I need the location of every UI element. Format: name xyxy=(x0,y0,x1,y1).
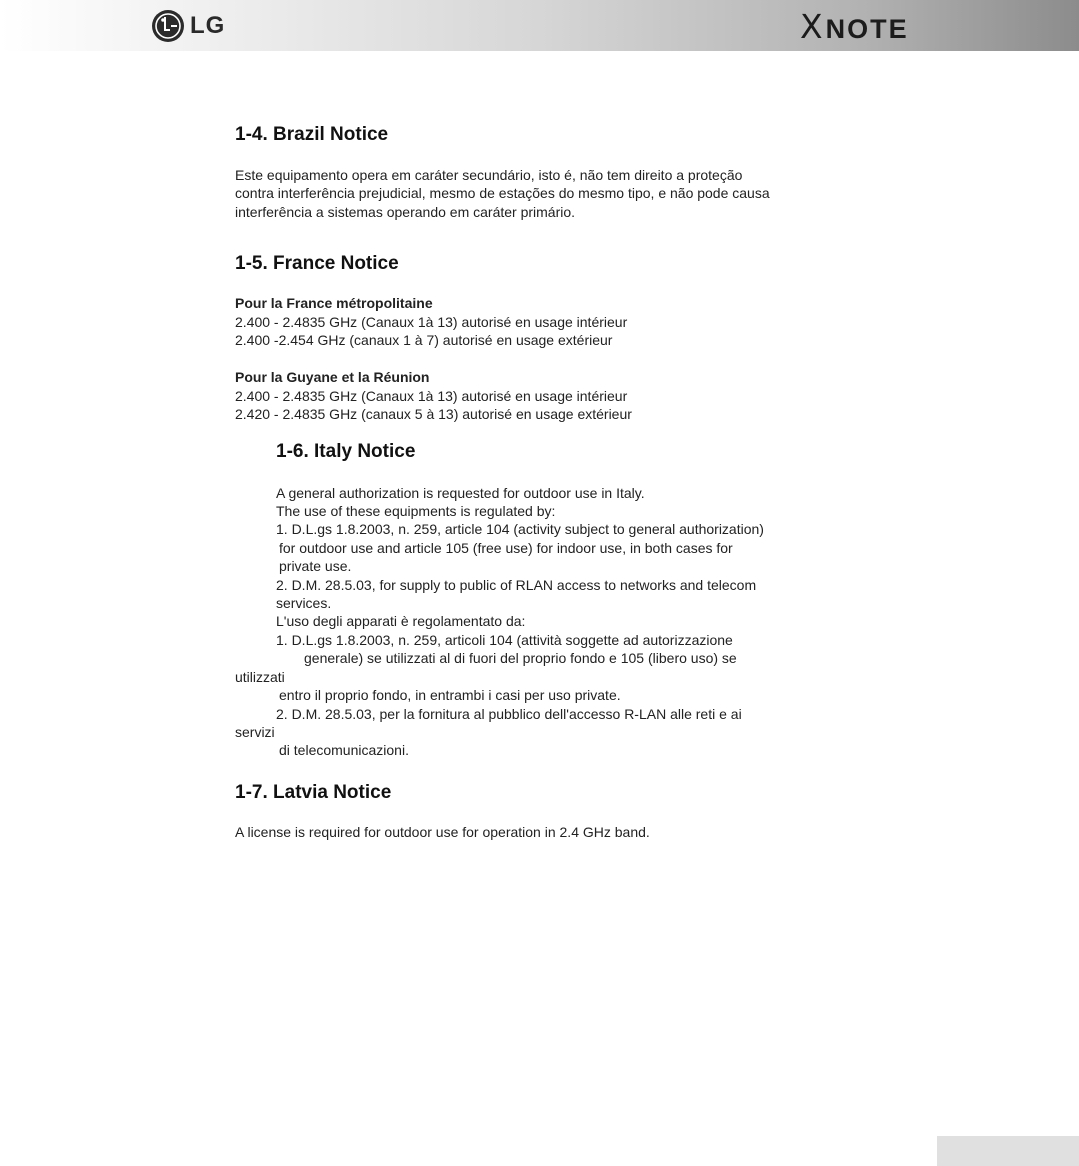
italy-notice-line: generale) se utilizzati al di fuori del proprio fondo e 105 (libero uso) se xyxy=(304,650,737,666)
france-guyane-line: 2.400 - 2.4835 GHz (Canaux 1à 13) autorisé en usage intérieur xyxy=(235,388,628,404)
france-guyane-line: 2.420 - 2.4835 GHz (canaux 5 à 13) autorisé en usage extérieur xyxy=(235,406,632,422)
italy-notice-line: 1. D.L.gs 1.8.2003, n. 259, articoli 104 (attività soggette ad autorizzazione xyxy=(276,632,733,648)
brazil-notice-heading: 1-4. Brazil Notice xyxy=(235,124,389,145)
lg-logo-text: LG xyxy=(190,12,226,39)
page-number-tab xyxy=(937,1136,1079,1166)
italy-notice-line: The use of these equipments is regulated by: xyxy=(276,503,556,519)
france-metro-line: 2.400 -2.454 GHz (canaux 1 à 7) autorisé en usage extérieur xyxy=(235,332,613,348)
france-notice-heading: 1-5. France Notice xyxy=(235,253,399,274)
france-metro-line: 2.400 - 2.4835 GHz (Canaux 1à 13) autorisé en usage intérieur xyxy=(235,314,628,330)
france-metro-subheading: Pour la France métropolitaine xyxy=(235,295,433,311)
latvia-notice-heading: 1-7. Latvia Notice xyxy=(235,782,392,803)
italy-notice-line: servizi xyxy=(235,724,275,740)
italy-notice-line: private use. xyxy=(279,558,352,574)
xnote-logo-x: X xyxy=(800,7,825,46)
italy-notice-line: L'uso degli apparati è regolamentato da: xyxy=(276,613,526,629)
italy-notice-line: entro il proprio fondo, in entrambi i casi per uso private. xyxy=(279,687,621,703)
lg-logo xyxy=(151,8,225,44)
xnote-logo: XNOTE xyxy=(800,7,909,46)
lg-logo-icon xyxy=(151,9,185,43)
france-guyane-subheading: Pour la Guyane et la Réunion xyxy=(235,369,430,385)
italy-notice-line: di telecomunicazioni. xyxy=(279,742,409,758)
italy-notice-line: services. xyxy=(276,595,332,611)
italy-notice-line: 2. D.M. 28.5.03, for supply to public of RLAN access to networks and telecom xyxy=(276,577,757,593)
italy-notice-line: 2. D.M. 28.5.03, per la fornitura al pubblico dell'accesso R-LAN alle reti e ai xyxy=(276,706,742,722)
italy-notice-line: for outdoor use and article 105 (free use) for indoor use, in both cases for xyxy=(279,540,733,556)
latvia-notice-line: A license is required for outdoor use for operation in 2.4 GHz band. xyxy=(235,824,650,840)
brazil-notice-line: contra interferência prejudicial, mesmo de estações do mesmo tipo, e não pode causa xyxy=(235,185,770,201)
italy-notice-line: A general authorization is requested for outdoor use in Italy. xyxy=(276,485,645,501)
header-bar xyxy=(0,0,1079,51)
brazil-notice-line: Este equipamento opera em caráter secundário, isto é, não tem direito a proteção xyxy=(235,167,743,183)
brazil-notice-line: interferência a sistemas operando em caráter primário. xyxy=(235,204,576,220)
italy-notice-heading: 1-6. Italy Notice xyxy=(276,441,416,462)
italy-notice-line: 1. D.L.gs 1.8.2003, n. 259, article 104 (activity subject to general authorization) xyxy=(276,521,764,537)
italy-notice-line: utilizzati xyxy=(235,669,285,685)
